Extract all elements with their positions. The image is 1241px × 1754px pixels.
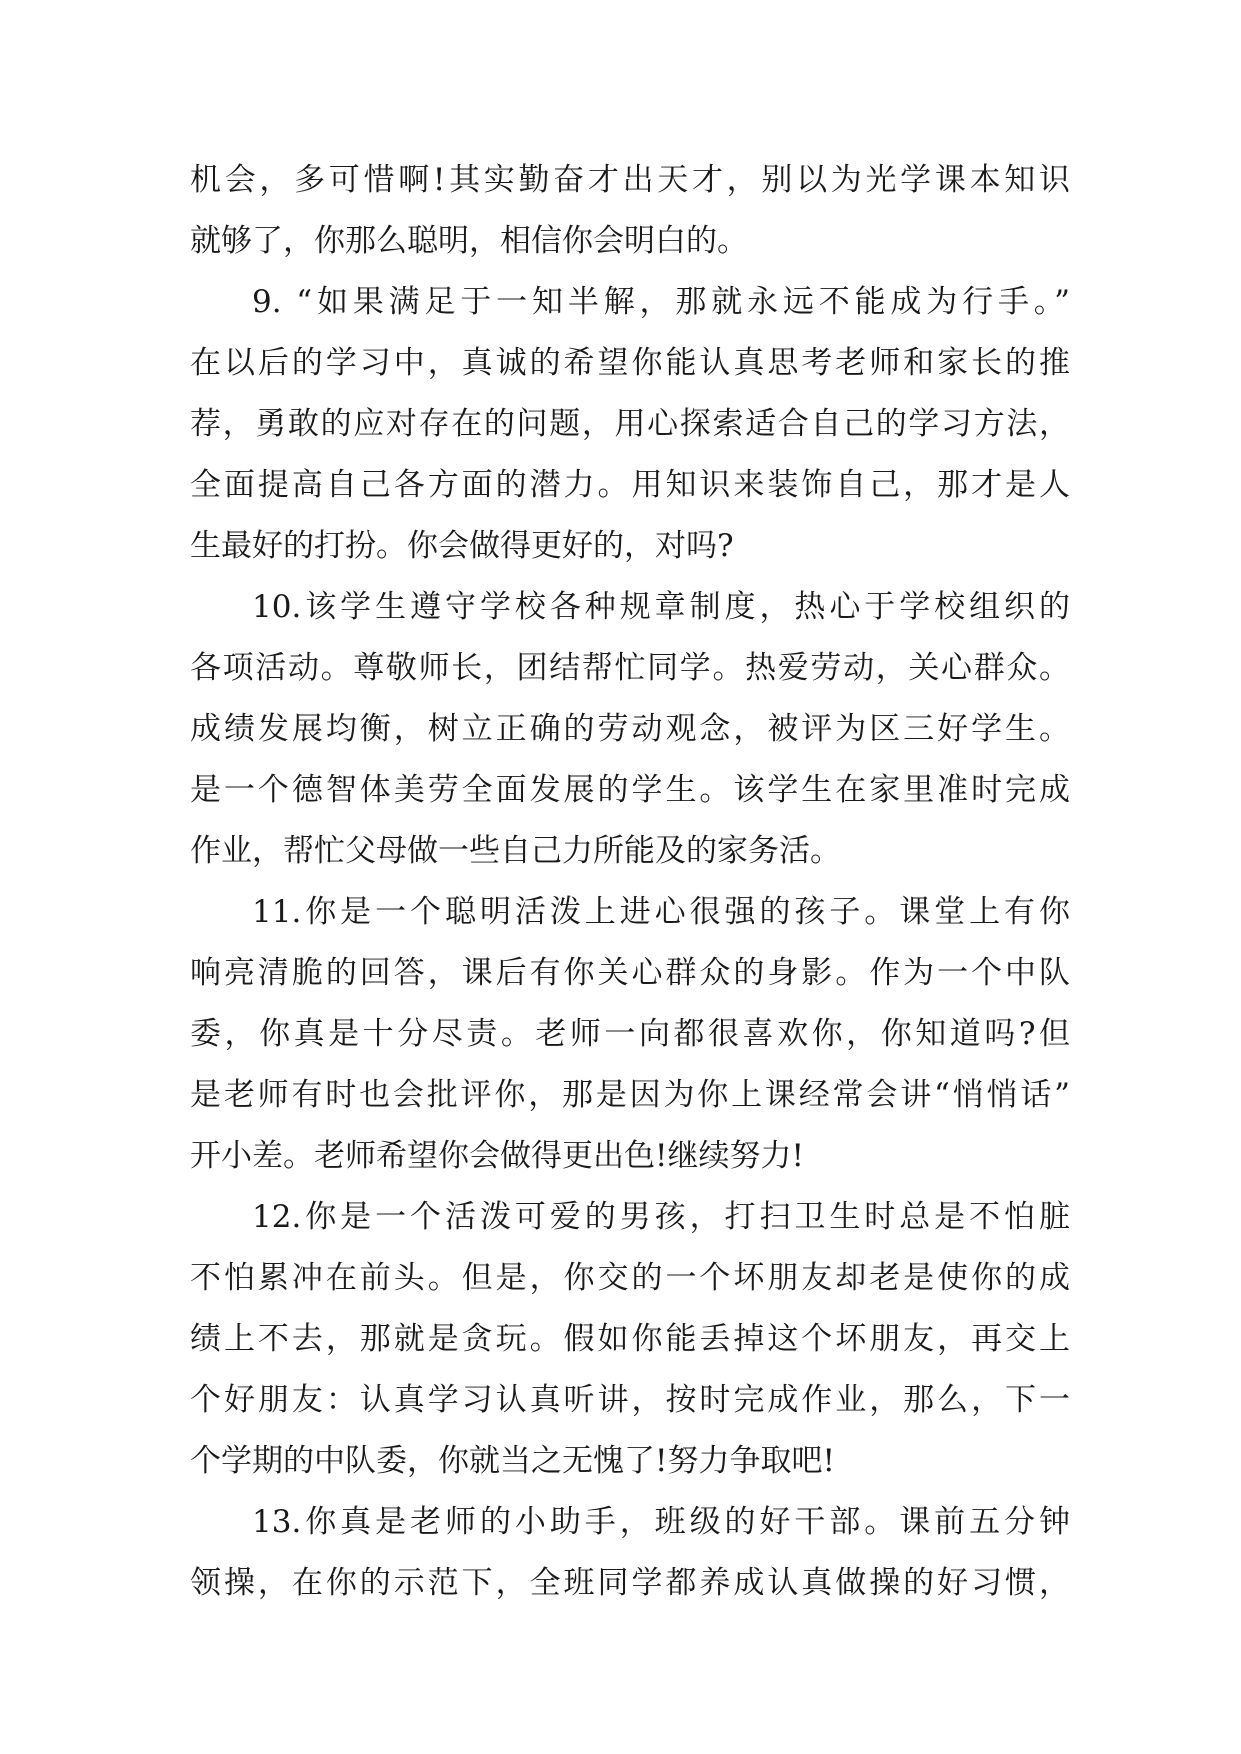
text-line: 委，你真是十分尽责。老师一向都很喜欢你，你知道吗?但 — [190, 1016, 1070, 1052]
text-line: 作业，帮忙父母做一些自己力所能及的家务活。 — [190, 833, 841, 869]
text-line: 不怕累冲在前头。但是，你交的一个坏朋友却老是使你的成 — [190, 1260, 1070, 1296]
text-line: 个好朋友：认真学习认真听讲，按时完成作业，那么，下一 — [190, 1382, 1070, 1418]
text-line: 荐，勇敢的应对存在的问题，用心探索适合自己的学习方法， — [190, 406, 1070, 442]
text-line: 就够了，你那么聪明，相信你会明白的。 — [190, 223, 748, 259]
text-line: 绩上不去，那就是贪玩。假如你能丢掉这个坏朋友，再交上 — [190, 1321, 1070, 1357]
text-line: 是老师有时也会批评你，那是因为你上课经常会讲“悄悄话” — [190, 1077, 1070, 1113]
text-line: 全面提高自己各方面的潜力。用知识来装饰自己，那才是人 — [190, 467, 1070, 503]
text-line: 机会，多可惜啊!其实勤奋才出天才，别以为光学课本知识 — [190, 162, 1070, 198]
text-line: 10.该学生遵守学校各种规章制度，热心于学校组织的 — [252, 589, 1070, 625]
text-line: 开小差。老师希望你会做得更出色!继续努力! — [190, 1138, 804, 1174]
text-line: 生最好的打扮。你会做得更好的，对吗? — [190, 528, 734, 564]
text-line: 在以后的学习中，真诚的希望你能认真思考老师和家长的推 — [190, 345, 1070, 381]
text-line: 个学期的中队委，你就当之无愧了!努力争取吧! — [190, 1443, 835, 1479]
text-line: 各项活动。尊敬师长，团结帮忙同学。热爱劳动，关心群众。 — [190, 650, 1070, 686]
text-line: 13.你真是老师的小助手，班级的好干部。课前五分钟 — [252, 1504, 1070, 1540]
text-line: 领操，在你的示范下，全班同学都养成认真做操的好习惯， — [190, 1565, 1070, 1601]
text-line: 9. “如果满足于一知半解，那就永远不能成为行手。” — [252, 284, 1070, 320]
text-line: 是一个德智体美劳全面发展的学生。该学生在家里准时完成 — [190, 772, 1070, 808]
text-line: 11.你是一个聪明活泼上进心很强的孩子。课堂上有你 — [252, 894, 1070, 930]
text-line: 12.你是一个活泼可爱的男孩，打扫卫生时总是不怕脏 — [252, 1199, 1070, 1235]
document-page — [190, 150, 1070, 1614]
text-line: 响亮清脆的回答，课后有你关心群众的身影。作为一个中队 — [190, 955, 1070, 991]
text-line: 成绩发展均衡，树立正确的劳动观念，被评为区三好学生。 — [190, 711, 1070, 747]
